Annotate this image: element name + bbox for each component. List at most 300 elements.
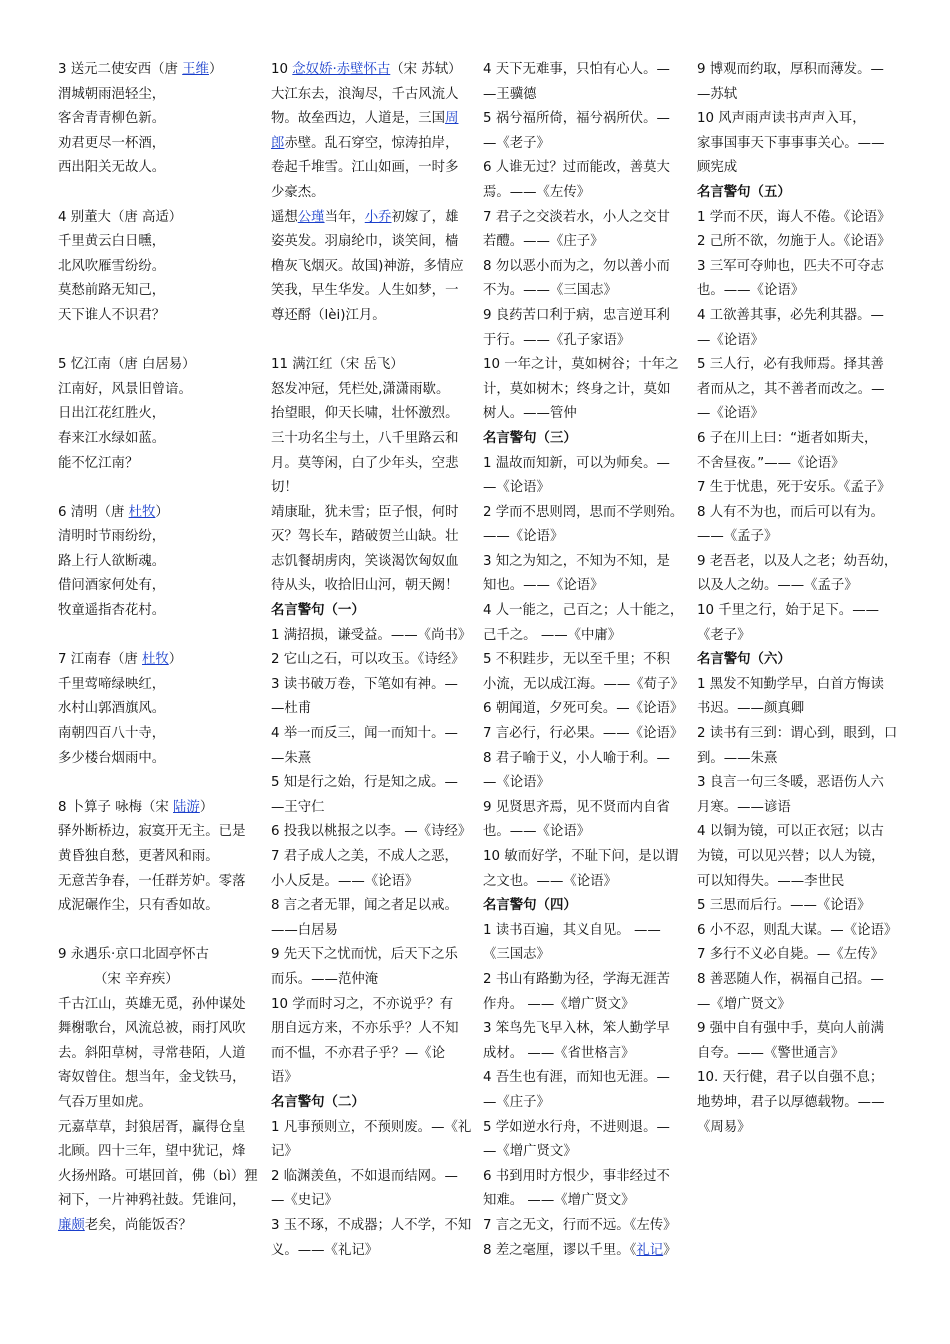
text-line — [483, 1116, 686, 1141]
line-text: 于行。——《孔子家语》 — [483, 332, 631, 348]
section-heading — [483, 427, 686, 452]
section-heading — [697, 648, 900, 673]
text-line — [483, 501, 686, 526]
text-line — [271, 304, 474, 329]
line-text: 4 天下无难事，只怕有心人。— — [483, 62, 670, 77]
text-line — [483, 648, 686, 673]
line-text: 2 临渊羡鱼，不如退而结网。— — [271, 1168, 458, 1184]
line-text: 不为。——《三国志》 — [483, 283, 617, 299]
hyperlink[interactable]: 王维 — [182, 62, 209, 77]
text-line — [483, 83, 686, 108]
line-text: 》 — [663, 1242, 677, 1258]
hyperlink[interactable]: 公瑾 — [297, 209, 325, 225]
line-text: 到。——朱熹 — [697, 750, 778, 766]
line-text: 1 满招损，谦受益。——《尚书》 — [271, 627, 472, 643]
line-text: 灭？驾长车，踏破贺兰山缺。壮 — [271, 529, 459, 545]
text-line — [483, 993, 686, 1018]
text-line — [58, 156, 261, 181]
line-text: 4 以铜为镜，可以正衣冠；以古 — [697, 824, 884, 840]
line-text: 作舟。 ——《增广贤文》 — [483, 996, 635, 1012]
line-text: 天下谁人不识君？ — [58, 307, 166, 323]
line-text: 1 学而不厌，诲人不倦。《论语》 — [697, 209, 891, 225]
line-text: 抬望眼，仰天长啸，壮怀激烈。 — [271, 406, 459, 422]
text-line — [483, 476, 686, 501]
line-text: 能不忆江南？ — [58, 455, 139, 471]
line-text: 3 笨鸟先飞早入林，笨人勤学早 — [483, 1021, 670, 1037]
line-text: —《论语》 — [697, 406, 764, 422]
line-text: 义。——《礼记》 — [271, 1242, 379, 1258]
line-text: 6 人谁无过？过而能改，善莫大 — [483, 160, 670, 176]
text-line — [697, 968, 900, 993]
text-line — [697, 255, 900, 280]
line-text: 祠下，一片神鸦社鼓。凭谁问， — [58, 1193, 246, 1209]
text-line — [483, 1017, 686, 1042]
line-text: —《增广贤文》 — [697, 996, 791, 1012]
line-text: 寄奴曾住。想当年，金戈铁马， — [58, 1070, 246, 1086]
line-text: ） — [155, 504, 169, 520]
text-line — [58, 378, 261, 403]
text-line — [58, 968, 261, 993]
text-line — [483, 1214, 686, 1239]
line-text: 不舍昼夜。”——《论语》 — [697, 455, 845, 471]
line-text: ——《论语》 — [483, 529, 564, 545]
text-line — [58, 452, 261, 477]
text-line — [271, 427, 474, 452]
line-text: 6 朝闻道，夕死可矣。—《论语》 — [483, 701, 684, 717]
line-text: 知难。 ——《增广贤文》 — [483, 1193, 635, 1209]
line-text: 姿英发。羽扇纶巾，谈笑间，樯 — [271, 234, 459, 250]
blank-line — [58, 771, 261, 796]
text-line — [697, 697, 900, 722]
line-text: 西出阳关无故人。 — [58, 160, 166, 176]
line-text: 渭城朝雨浥轻尘， — [58, 86, 166, 102]
line-text: 《三国志》 — [483, 947, 550, 963]
text-line — [697, 1066, 900, 1091]
text-line — [697, 452, 900, 477]
line-text: 记》 — [271, 1144, 298, 1160]
text-line — [697, 673, 900, 698]
text-line — [697, 993, 900, 1018]
line-text: 为镜，可以见兴替；以人为镜， — [697, 849, 885, 864]
line-text: 10 一年之计，莫如树谷；十年之 — [483, 357, 679, 373]
line-text: 月。莫等闲，白了少年头，空悲 — [271, 455, 459, 471]
line-text: 1 读书百遍，其义自见。 —— — [483, 922, 661, 938]
line-text: 名言警句（一） — [271, 603, 365, 619]
line-text: 三十功名尘与土，八千里路云和 — [271, 430, 459, 446]
text-line — [271, 993, 474, 1018]
text-line — [271, 206, 474, 231]
text-line — [58, 747, 261, 772]
text-line — [58, 353, 261, 378]
text-line — [271, 230, 474, 255]
line-text: 8 卜算子 咏梅（宋 — [58, 799, 174, 815]
line-text: 10 — [271, 62, 293, 77]
line-text: 10 千里之行，始于足下。—— — [697, 603, 879, 619]
text-line — [483, 968, 686, 993]
line-text: 7 生于忧患，死于安乐。《孟子》 — [697, 480, 891, 496]
line-text: 莫愁前路无知己， — [58, 283, 166, 299]
text-line — [697, 599, 900, 624]
line-text: （宋 辛弃疾） — [94, 971, 179, 987]
text-line — [58, 1091, 261, 1116]
text-line — [483, 624, 686, 649]
line-text: 火扬州路。可堪回首，佛（bì）狸 — [58, 1168, 258, 1184]
line-text: 南朝四百八十寺， — [58, 726, 166, 742]
text-line — [271, 919, 474, 944]
line-text: 9 良药苦口利于病，忠言逆耳利 — [483, 307, 670, 323]
line-text: 驿外断桥边，寂寞开无主。已是 — [58, 824, 246, 840]
hyperlink[interactable]: 陆游 — [173, 799, 200, 815]
line-text: 4 人一能之，己百之；人十能之， — [483, 603, 684, 619]
text-line — [483, 329, 686, 354]
line-text: 无意苦争春，一任群芳妒。零落 — [58, 873, 246, 889]
line-text: 9 永遇乐·京口北固亭怀古 — [58, 947, 209, 963]
text-line — [271, 279, 474, 304]
text-line — [58, 501, 261, 526]
text-line — [697, 894, 900, 919]
text-line — [697, 378, 900, 403]
text-line — [271, 1214, 474, 1239]
line-text: 气吞万里如虎。 — [58, 1094, 152, 1110]
line-text: 知也。——《论语》 — [483, 578, 604, 594]
line-text: 1 凡事预则立，不预则废。—《礼 — [271, 1119, 472, 1135]
text-line — [271, 1066, 474, 1091]
line-text: 而不愠，不亦君子乎？—《论 — [271, 1045, 446, 1061]
text-line — [483, 230, 686, 255]
line-text: 靖康耻，犹未雪；臣子恨，何时 — [271, 504, 459, 520]
line-text: 4 举一而反三，闻一而知十。— — [271, 726, 458, 742]
text-line — [58, 83, 261, 108]
text-line — [271, 894, 474, 919]
text-line — [483, 820, 686, 845]
line-text: 牧童遥指杏花村。 — [58, 603, 166, 619]
line-text: 计，莫如树木；终身之计，莫如 — [483, 381, 671, 397]
hyperlink[interactable]: 杜牧 — [128, 504, 156, 520]
text-line — [483, 697, 686, 722]
line-text: （宋 苏轼） — [390, 62, 462, 77]
line-text: 7 君子之交淡若水，小人之交甘 — [483, 209, 670, 225]
line-text: 待从头，收拾旧山河，朝天阙！ — [271, 578, 459, 594]
blank-line — [271, 329, 474, 354]
line-text: 《老子》 — [697, 627, 751, 643]
text-line — [697, 329, 900, 354]
line-text: —《庄子》 — [483, 1094, 550, 1110]
text-line — [483, 378, 686, 403]
line-text: 劝君更尽一杯酒， — [58, 135, 166, 151]
line-text: 北顾。四十三年，望中犹记，烽 — [58, 1144, 246, 1160]
line-text: 6 投我以桃报之以李。—《诗经》 — [271, 824, 472, 840]
text-line — [271, 1017, 474, 1042]
line-text: 8 言之者无罪，闻之者足以戒。 — [271, 898, 458, 914]
text-line — [271, 771, 474, 796]
line-text: ——《孟子》 — [697, 529, 778, 545]
text-line — [697, 206, 900, 231]
line-text: —王骥德 — [483, 86, 537, 102]
line-text: 顾宪成 — [697, 160, 738, 176]
text-line — [271, 550, 474, 575]
line-text: 可以知得失。——李世民 — [697, 873, 845, 889]
line-text: 5 不积跬步，无以至千里；不积 — [483, 652, 670, 668]
line-text: 2 读书有三到：谓心到，眼到，口 — [697, 726, 898, 742]
line-text: ——白居易 — [271, 922, 338, 938]
text-line — [697, 870, 900, 895]
text-line — [58, 1017, 261, 1042]
text-line — [697, 427, 900, 452]
line-text: 江南好，风景旧曾谙。 — [58, 381, 192, 397]
text-line — [58, 574, 261, 599]
line-text: 名言警句（六） — [697, 652, 791, 668]
line-text: 9 博观而约取，厚积而薄发。— — [697, 62, 884, 77]
text-line — [483, 402, 686, 427]
line-text: 家事国事天下事事事关心。—— — [697, 135, 885, 151]
line-text: 小流，无以成江海。——《荀子》 — [483, 676, 684, 692]
line-text: 黄昏独自愁，更著风和雨。 — [58, 849, 219, 864]
text-line — [58, 58, 261, 83]
text-line — [483, 353, 686, 378]
text-line — [271, 1140, 474, 1165]
text-line — [271, 402, 474, 427]
text-line — [697, 820, 900, 845]
line-text: 1 黑发不知勤学早，白首方悔读 — [697, 676, 884, 692]
text-line — [697, 402, 900, 427]
line-text: 9 先天下之忧而忧，后天下之乐 — [271, 947, 458, 963]
line-text: 3 玉不琢，不成器；人不学，不知 — [271, 1217, 472, 1233]
text-line — [271, 378, 474, 403]
line-text: —苏轼 — [697, 86, 738, 102]
text-line — [58, 1165, 261, 1190]
line-text: 初嫁了，雄 — [391, 209, 459, 225]
line-text: 5 忆江南（唐 白居易） — [58, 357, 196, 373]
line-text: 7 江南春（唐 — [58, 652, 142, 668]
line-text: 以及人之幼。——《孟子》 — [697, 578, 858, 594]
text-line — [271, 525, 474, 550]
line-text: 9 老吾老，以及人之老；幼吾幼， — [697, 553, 898, 569]
text-line — [58, 796, 261, 821]
text-line — [483, 845, 686, 870]
line-text: 5 三人行，必有我师焉。择其善 — [697, 357, 884, 373]
line-text: 2 己所不欲，勿施于人。《论语》 — [697, 234, 891, 250]
line-text: —《老子》 — [483, 135, 550, 151]
text-line — [271, 796, 474, 821]
text-line — [271, 255, 474, 280]
text-line — [58, 697, 261, 722]
text-line — [271, 181, 474, 206]
line-text: —王守仁 — [271, 799, 325, 815]
line-text: 卷起千堆雪。江山如画，一时多 — [271, 160, 459, 176]
line-text: 焉。——《左传》 — [483, 184, 591, 200]
hyperlink[interactable]: 廉颇 — [58, 1217, 85, 1233]
text-line — [483, 722, 686, 747]
line-text: 朋自远方来，不亦乐乎？人不知 — [271, 1021, 459, 1037]
text-line — [58, 648, 261, 673]
column-3 — [483, 58, 686, 1263]
text-line — [271, 845, 474, 870]
text-line — [58, 1066, 261, 1091]
line-text: 4 别董大（唐 高适） — [58, 209, 183, 225]
line-text: 老矣，尚能饭否？ — [84, 1217, 192, 1233]
text-line — [271, 452, 474, 477]
line-text: 客舍青青柳色新。 — [58, 111, 166, 127]
text-line — [271, 747, 474, 772]
text-line — [271, 353, 474, 378]
text-line — [697, 279, 900, 304]
text-line — [58, 206, 261, 231]
text-line — [697, 624, 900, 649]
text-line — [483, 156, 686, 181]
text-line — [58, 107, 261, 132]
text-line — [58, 304, 261, 329]
text-line — [58, 279, 261, 304]
blank-line — [58, 624, 261, 649]
section-heading — [483, 894, 686, 919]
line-text: 7 多行不义必自毙。—《左传》 — [697, 947, 884, 963]
text-line — [271, 1165, 474, 1190]
line-text: 月寒。——谚语 — [697, 799, 791, 815]
hyperlink[interactable]: 念奴娇·赤壁怀古 — [292, 62, 391, 77]
text-line — [697, 747, 900, 772]
line-text: 清明时节雨纷纷， — [58, 529, 166, 545]
text-line — [58, 1116, 261, 1141]
line-text: 3 三军可夺帅也，匹夫不可夺志 — [697, 258, 884, 274]
line-text: —杜甫 — [271, 701, 312, 717]
hyperlink[interactable]: 郎 — [271, 135, 285, 151]
line-text: 3 读书破万卷，下笔如有神。— — [271, 676, 458, 692]
line-text: 笑我，早生华发。人生如梦，一 — [271, 283, 459, 299]
text-line — [58, 599, 261, 624]
line-text: —《论语》 — [483, 775, 550, 791]
text-line — [697, 58, 900, 83]
line-text: 6 书到用时方恨少，事非经过不 — [483, 1168, 670, 1184]
line-text: 5 知是行之始，行是知之成。— — [271, 775, 458, 791]
text-line — [271, 1239, 474, 1264]
text-line — [483, 206, 686, 231]
line-text: 水村山郭酒旗风。 — [58, 701, 166, 717]
line-text: 少豪杰。 — [271, 184, 325, 200]
text-line — [483, 747, 686, 772]
section-heading — [271, 1091, 474, 1116]
line-text: ） — [208, 62, 223, 77]
line-text: 切！ — [271, 480, 298, 496]
line-text: 借问酒家何处有， — [58, 578, 166, 594]
section-heading — [697, 181, 900, 206]
line-text: —《史记》 — [271, 1193, 338, 1209]
line-text: 10. 天行健，君子以自强不息； — [697, 1070, 884, 1086]
line-text: 名言警句（四） — [483, 898, 577, 914]
blank-line — [58, 476, 261, 501]
hyperlink[interactable]: 周 — [445, 111, 459, 127]
text-line — [483, 919, 686, 944]
line-text: —《论语》 — [483, 480, 550, 496]
text-line — [697, 796, 900, 821]
line-text: ） — [199, 799, 214, 815]
text-line — [58, 673, 261, 698]
text-line — [483, 1165, 686, 1190]
text-line — [483, 574, 686, 599]
blank-line — [58, 919, 261, 944]
text-line — [271, 1116, 474, 1141]
text-line — [697, 476, 900, 501]
line-text: —《论语》 — [697, 332, 764, 348]
line-text: 怒发冲冠，凭栏处,潇潇雨歇。 — [271, 381, 450, 397]
line-text: 大江东去，浪淘尽，千古风流人 — [271, 86, 459, 102]
text-line — [58, 402, 261, 427]
text-line — [271, 501, 474, 526]
line-text: 8 君子喻于义，小人喻于利。— — [483, 750, 670, 766]
text-line — [483, 550, 686, 575]
text-line — [58, 255, 261, 280]
line-text: 志饥餐胡虏肉，笑谈渴饮匈奴血 — [271, 553, 459, 569]
text-line — [58, 132, 261, 157]
line-text: 8 善恶随人作，祸福自己招。— — [697, 971, 884, 987]
text-line — [58, 722, 261, 747]
line-text: 自夸。——《警世通言》 — [697, 1045, 845, 1061]
line-text: 6 小不忍，则乱大谋。—《论语》 — [697, 922, 898, 938]
text-line — [58, 1214, 261, 1239]
line-text: 5 三思而后行。——《论语》 — [697, 898, 871, 914]
line-text: 成泥碾作尘，只有香如故。 — [58, 898, 219, 914]
line-text: 去。斜阳草树，寻常巷陌，人道 — [58, 1045, 246, 1061]
line-text: 树人。——管仲 — [483, 406, 577, 422]
text-line — [697, 132, 900, 157]
text-line — [271, 156, 474, 181]
text-line — [58, 525, 261, 550]
text-line — [483, 1042, 686, 1067]
line-text: 书迟。——颜真卿 — [697, 701, 805, 717]
line-text: 也。——《论语》 — [483, 824, 591, 840]
line-text: 元嘉草草，封狼居胥，赢得仓皇 — [58, 1119, 246, 1135]
hyperlink[interactable]: 礼记 — [636, 1242, 664, 1258]
hyperlink[interactable]: 杜牧 — [142, 652, 169, 668]
line-text: 2 书山有路勤为径，学海无涯苦 — [483, 971, 670, 987]
text-line — [483, 58, 686, 83]
section-heading — [271, 599, 474, 624]
text-line — [58, 1042, 261, 1067]
text-line — [58, 845, 261, 870]
text-line — [271, 943, 474, 968]
text-line — [697, 501, 900, 526]
line-text: 6 清明（唐 — [58, 504, 129, 520]
text-line — [697, 919, 900, 944]
line-text: 小人反是。——《论语》 — [271, 873, 419, 889]
text-line — [697, 156, 900, 181]
line-text: 8 人有不为也，而后可以有为。 — [697, 504, 884, 520]
line-text: 者而从之，其不善者而改之。— — [697, 381, 885, 397]
line-text: 成材。 ——《省世格言》 — [483, 1045, 635, 1061]
text-line — [697, 943, 900, 968]
text-line — [697, 83, 900, 108]
line-text: 己千之。 ——《中庸》 — [483, 627, 622, 643]
text-line — [483, 1189, 686, 1214]
text-line — [697, 550, 900, 575]
text-line — [271, 574, 474, 599]
text-line — [483, 107, 686, 132]
text-line — [271, 722, 474, 747]
line-text: 11 满江红（宋 岳飞） — [271, 357, 404, 373]
text-line — [483, 1066, 686, 1091]
line-text: 名言警句（五） — [697, 184, 791, 200]
hyperlink[interactable]: 小乔 — [364, 209, 392, 225]
text-line — [697, 845, 900, 870]
line-text: 名言警句（三） — [483, 430, 577, 446]
line-text: 千里莺啼绿映红， — [58, 676, 166, 692]
text-line — [271, 697, 474, 722]
line-text: 9 见贤思齐焉，见不贤而内自省 — [483, 799, 670, 815]
line-text: 语》 — [271, 1070, 298, 1086]
text-line — [697, 1116, 900, 1141]
text-line — [483, 304, 686, 329]
text-line — [483, 599, 686, 624]
line-text: 5 祸兮福所倚，福兮祸所伏。— — [483, 111, 670, 127]
